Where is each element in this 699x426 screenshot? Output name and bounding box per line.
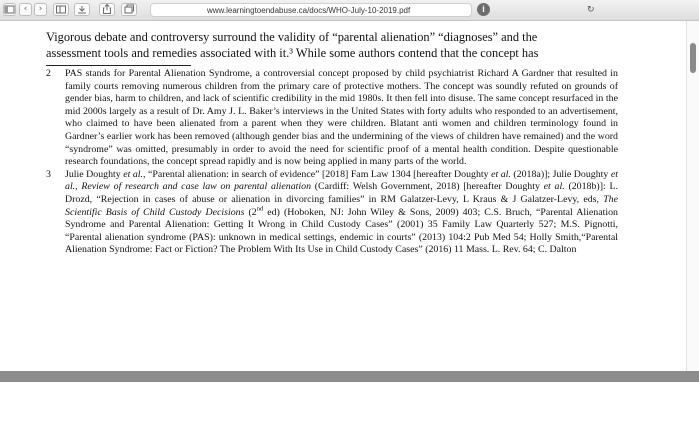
page-gap [0, 371, 699, 382]
italic-text: et al. [543, 181, 565, 193]
italic-text: et al. [65, 168, 618, 193]
italic-text: Review of research and case law on parental alienation [81, 181, 312, 193]
italic-text: The Scientific Basis of Child Custody Decisions [65, 193, 618, 218]
body-line: Vigorous debate and controversy surround the validity of “parental alienation” “diagnoses” and the [46, 30, 538, 44]
text-segment: (2018b)]: L. Drozd, “Rejection in cases of abuse or alienation in divorcing families” in RM Galatzer-Levy, L Kraus & J Galatzer-Levy, eds, [65, 181, 618, 205]
text-segment: ed) (Hoboken, NJ: John Wiley & Sons, 2009) 403; C.S. Bruch, “Parental Alienation Syndrome and Parental Alienation: Getting It Wrong in Child Custody Cases” (2001) 35 Family Law Quarterly 527; M.S. Pignotti, “Parental alienation syndrome (PAS): unknown in medical settings, endemic in courts” (2013) 104:2 Pub Med 54; Holly Smith,“Parental Alienation Syndrome: Fact or Fiction? The Problem With Its Use in Child Custody Cases” (2016) 11 Mass. L. Rev. 64; C. Dalton [65, 206, 618, 256]
next-pdf-page [0, 382, 699, 426]
footnotes [46, 68, 618, 257]
info-icon[interactable]: i [477, 3, 490, 16]
text-segment: (2 [244, 206, 257, 218]
italic-text: et al. [123, 168, 143, 180]
back-button[interactable]: ‹ [19, 3, 32, 16]
footnote-separator [46, 65, 191, 66]
text-segment: (Cardiff: Welsh Government, 2018) [hereafter Doughty [311, 181, 544, 193]
footnote-text: PAS stands for Parental Alienation Syndrome, a controversial concept proposed by child psychiatrist Richard A Gardner that resulted in family courts removing numerous children from the primary care of protective mothers. The concept was soundly refuted on grounds of gender bias, harm to children, and lack of scientific credibility in the mid 1980s. It then fell into disuse. The same concept resurfaced in the mid 2000s largely as a result of Dr. Amy J. L. Baker’s interviews in the United States with forty adults who responded to an advertisement, who claimed to have been alienated from a parent when they were children. Blatant anti women and children terminology found in Gardner’s earlier work has been removed (although gender bias and the undermining of the views of children have remained) and the word “syndrome” was omitted, presumably in order to avoid the need for scientific proof of a mental health condition. Despite questionable research foundations, the concept spread rapidly and is now being applied in many parts of the world. [65, 68, 618, 168]
superscript-text: nd [256, 205, 264, 213]
footnote-text [65, 169, 618, 256]
text-segment: , “Parental alienation: in search of evidence” [2018] Fam Law 1304 [hereafter Doughty [143, 168, 492, 180]
body-paragraph [46, 30, 618, 61]
sidebar-toggle-icon[interactable] [3, 3, 16, 16]
pdf-page [0, 21, 686, 371]
address-bar[interactable] [150, 3, 595, 17]
text-segment: , [75, 181, 82, 193]
reload-icon[interactable]: ↻ [587, 5, 595, 15]
footnote-2 [46, 68, 618, 169]
download-icon[interactable] [74, 3, 90, 16]
text-segment: Julie Doughty [65, 168, 124, 180]
footnote-number: 3 [46, 168, 51, 180]
share-icon[interactable] [99, 3, 115, 16]
vertical-scrollbar[interactable] [686, 21, 699, 371]
scrollbar-thumb[interactable] [690, 43, 696, 73]
forward-button[interactable]: › [34, 3, 47, 16]
footnote-3 [46, 169, 618, 257]
body-line: assessment tools and remedies associated with it.³ While some authors contend that the concept has [46, 45, 539, 60]
url-text[interactable]: www.learningtoendabuse.ca/docs/WHO-July-10-2019.pdf [207, 6, 411, 15]
italic-text: et al. [491, 168, 511, 180]
reader-view-icon[interactable] [53, 3, 69, 16]
footnote-number: 2 [46, 68, 51, 79]
tabs-overview-icon[interactable] [121, 3, 137, 16]
text-segment: (2018a)]; Julie Doughty [510, 168, 611, 180]
browser-toolbar [0, 0, 699, 21]
